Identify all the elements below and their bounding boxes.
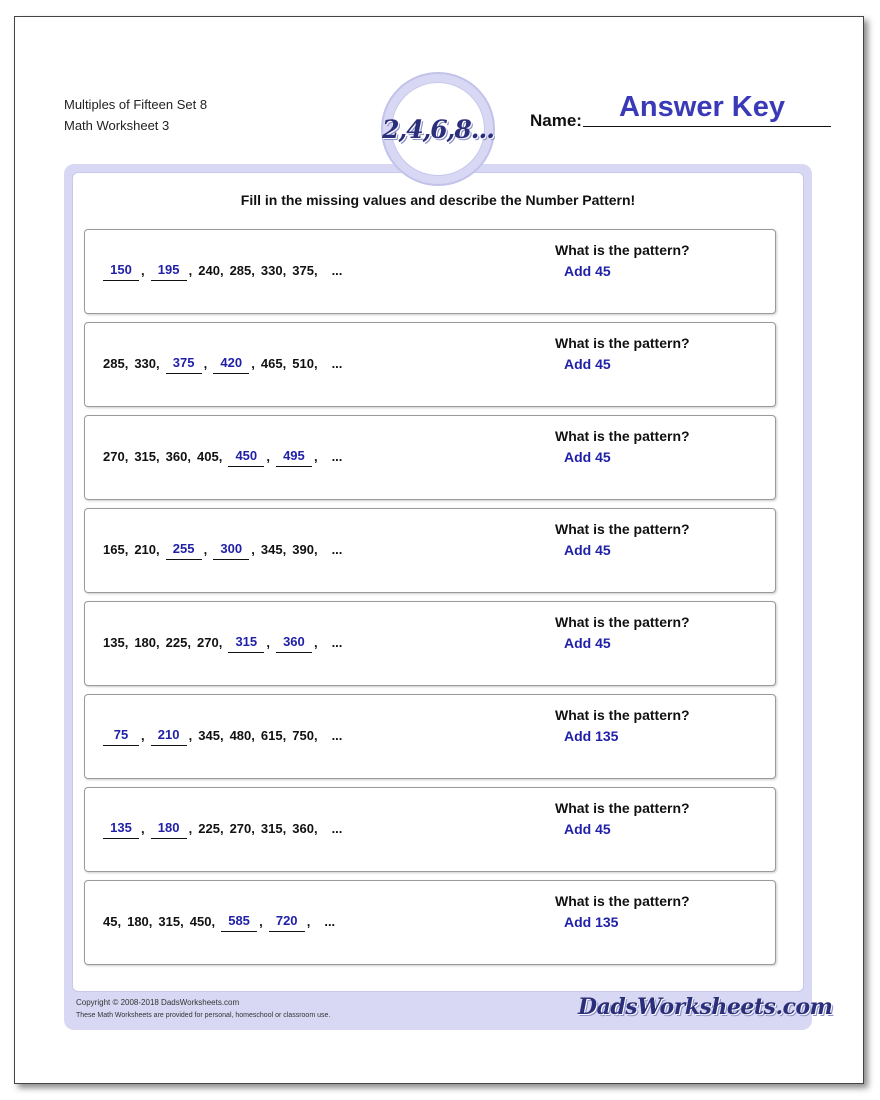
comma-separator: , [313,356,318,371]
pattern-question: What is the pattern? [555,428,690,444]
answer-blank: 75 [103,727,139,746]
pattern-question: What is the pattern? [555,800,690,816]
sequence-number: 225 [198,821,220,836]
footer-copyright: Copyright © 2008-2018 DadsWorksheets.com [76,998,240,1007]
comma-separator: , [187,449,191,464]
pattern-question: What is the pattern? [555,521,690,537]
comma-separator: , [203,542,208,557]
answer-blank: 255 [166,541,202,560]
sequence-ellipsis: ... [331,263,343,278]
footer-logo: DadsWorksheets.com [578,994,833,1020]
comma-separator: , [282,263,287,278]
pattern-question: What is the pattern? [555,707,690,723]
sequence-number: 45 [103,914,118,929]
answer-key-text: Answer Key [618,91,785,123]
sequence-number: 270 [196,635,219,650]
problem-box [84,229,776,314]
number-sequence [103,721,348,743]
sequence-number: 405 [196,449,219,464]
sequence-number: 270 [229,821,252,836]
comma-separator: , [219,821,224,836]
comma-separator: , [156,542,160,557]
problem-box [84,880,776,965]
sequence-number: 315 [260,821,283,836]
pattern-answer: Add 45 [564,356,611,372]
comma-separator: , [251,821,255,836]
pattern-answer: Add 45 [564,821,611,837]
sequence-number: 360 [292,821,314,836]
comma-separator: , [251,356,255,371]
comma-separator: , [306,914,311,929]
header-logo-badge [381,72,495,186]
sequence-ellipsis: ... [331,728,343,743]
pattern-answer: Add 135 [564,914,619,930]
comma-separator: , [282,356,287,371]
number-sequence [103,907,341,929]
sequence-number: 480 [229,728,252,743]
answer-blank: 180 [151,820,187,839]
sequence-number: 465 [260,356,283,371]
sequence-number: 345 [198,728,220,743]
sequence-number: 180 [134,635,157,650]
pattern-answer: Add 45 [564,263,611,279]
number-sequence [103,535,348,557]
name-line [583,126,831,127]
comma-separator: , [117,914,122,929]
number-sequence [103,814,348,836]
answer-blank: 210 [151,727,187,746]
number-sequence [103,628,348,650]
instructions: Fill in the missing values and describe the Number Pattern! [240,192,636,208]
sequence-number: 750 [292,728,314,743]
answer-blank: 300 [213,541,249,560]
answer-blank: 195 [151,262,187,281]
number-sequence [103,256,348,278]
comma-separator: , [156,635,160,650]
comma-separator: , [259,914,263,929]
comma-separator: , [313,263,318,278]
sequence-ellipsis: ... [331,449,343,464]
sequence-number: 225 [165,635,188,650]
sequence-ellipsis: ... [331,542,343,557]
pattern-question: What is the pattern? [555,893,690,909]
comma-separator: , [188,728,193,743]
sequence-number: 165 [103,542,125,557]
sequence-number: 285 [103,356,125,371]
comma-separator: , [124,635,129,650]
answer-blank: 420 [213,355,249,374]
sequence-number: 210 [134,542,157,557]
comma-separator: , [251,542,255,557]
answer-blank: 360 [276,634,312,653]
comma-separator: , [141,263,145,278]
comma-separator: , [313,728,318,743]
comma-separator: , [282,821,287,836]
comma-separator: , [124,542,129,557]
comma-separator: , [124,356,129,371]
sequence-ellipsis: ... [331,821,343,836]
comma-separator: , [124,449,129,464]
answer-blank: 450 [228,448,264,467]
worksheet-subtitle: Math Worksheet 3 [64,118,170,133]
comma-separator: , [187,635,191,650]
sequence-number: 360 [165,449,188,464]
comma-separator: , [251,263,255,278]
sequence-number: 285 [229,263,252,278]
comma-separator: , [141,728,145,743]
sequence-ellipsis: ... [324,914,336,929]
comma-separator: , [156,356,160,371]
problem-box [84,601,776,686]
comma-separator: , [266,449,270,464]
number-sequence [103,349,348,371]
comma-separator: , [188,821,193,836]
pattern-question: What is the pattern? [555,335,690,351]
sequence-number: 390 [292,542,314,557]
sequence-number: 510 [292,356,314,371]
comma-separator: , [219,728,224,743]
comma-separator: , [218,449,223,464]
comma-separator: , [266,635,270,650]
pattern-answer: Add 135 [564,728,619,744]
comma-separator: , [218,635,223,650]
comma-separator: , [203,356,208,371]
problem-box [84,415,776,500]
header-logo-inner [382,82,494,176]
pattern-answer: Add 45 [564,635,611,651]
comma-separator: , [282,542,287,557]
pattern-question: What is the pattern? [555,242,690,258]
comma-separator: , [313,449,318,464]
number-sequence [103,442,348,464]
comma-separator: , [251,728,255,743]
sequence-number: 135 [103,635,125,650]
sequence-number: 330 [134,356,157,371]
comma-separator: , [219,263,224,278]
sequence-number: 270 [103,449,125,464]
answer-blank: 315 [228,634,264,653]
sequence-ellipsis: ... [331,356,343,371]
answer-blank: 135 [103,820,139,839]
problem-box [84,508,776,593]
answer-blank: 150 [103,262,139,281]
comma-separator: , [188,263,193,278]
sequence-number: 375 [292,263,314,278]
answer-blank: 720 [269,913,305,932]
problem-box [84,322,776,407]
footer-note: These Math Worksheets are provided for personal, homeschool or classroom use. [76,1012,331,1019]
comma-separator: , [148,914,153,929]
sequence-ellipsis: ... [331,635,343,650]
comma-separator: , [313,542,318,557]
answer-blank: 495 [276,448,312,467]
sequence-number: 180 [127,914,149,929]
header-logo-text: 2,4,6,8... [382,114,494,144]
sequence-number: 450 [189,914,212,929]
answer-blank: 585 [221,913,257,932]
comma-separator: , [313,821,318,836]
comma-separator: , [180,914,184,929]
comma-separator: , [141,821,145,836]
sequence-number: 240 [198,263,220,278]
comma-separator: , [313,635,318,650]
comma-separator: , [211,914,216,929]
sequence-number: 330 [260,263,283,278]
sequence-number: 345 [260,542,283,557]
problem-box [84,787,776,872]
pattern-answer: Add 45 [564,542,611,558]
comma-separator: , [282,728,287,743]
sequence-number: 315 [134,449,157,464]
answer-blank: 375 [166,355,202,374]
pattern-answer: Add 45 [564,449,611,465]
sequence-number: 615 [260,728,283,743]
comma-separator: , [156,449,160,464]
problem-box [84,694,776,779]
sequence-number: 315 [158,914,181,929]
name-label: Name: [530,111,582,130]
pattern-question: What is the pattern? [555,614,690,630]
worksheet-title: Multiples of Fifteen Set 8 [64,97,208,112]
